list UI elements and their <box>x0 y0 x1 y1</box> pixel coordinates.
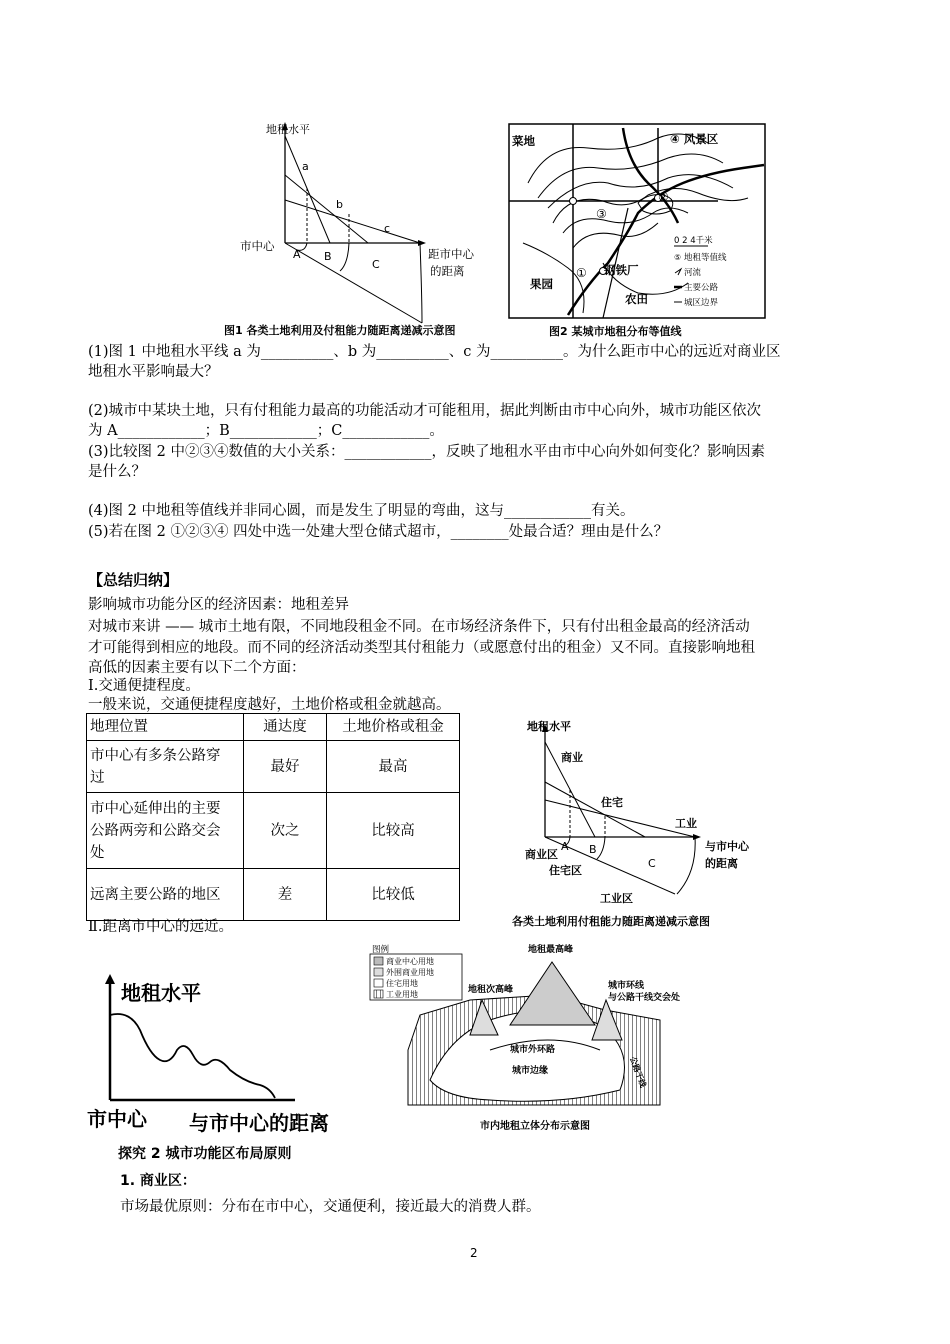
svg-text:城区边界: 城区边界 <box>684 298 719 308</box>
fig1-caption: 图1 各类土地利用及付租能力随距离递减示意图 <box>224 324 456 337</box>
fig5-ring-2: 与公路干线交会处 <box>608 993 681 1003</box>
fig2-label-vegetable: 菜地 <box>512 134 535 148</box>
fig2-label-orchard: 果园 <box>530 277 553 291</box>
fig3-industrial-area: 工业区 <box>600 892 633 905</box>
question-3-line-2: 是什么？ <box>88 464 146 480</box>
fig1-y-label: 地租水平 <box>266 123 310 136</box>
figure-1-rent-curve <box>232 118 494 340</box>
fig4-origin-label: 市中心 <box>87 1107 147 1131</box>
summary-paragraph-2-line-2: 才可能得到相应的地段。而不同的经济活动类型其付租能力（或愿意付出的租金）又不同。直接影响地租 <box>88 640 755 656</box>
question-4: (4)图 2 中地租等值线并非同心圆，而是发生了明显的弯曲，这与____________有关。 <box>88 503 635 519</box>
figure-3-rent-curve <box>505 712 775 912</box>
commerce-text: 市场最优原则：分布在市中心，交通便利，接近最大的消费人群。 <box>120 1199 541 1215</box>
table-cell: 最高 <box>327 741 460 793</box>
fig3-label-industry: 工业 <box>675 817 697 830</box>
table-cell: 最好 <box>244 741 327 793</box>
svg-text:住宅用地: 住宅用地 <box>386 979 418 988</box>
svg-text:河流: 河流 <box>684 268 702 278</box>
fig1-x-label-1: 距市中心 <box>428 247 474 261</box>
fig1-x-label-2: 的距离 <box>430 264 465 278</box>
question-5: (5)若在图 2 ①②③④ 四处中选一处建大型仓储式超市，________处最合适？理由是什么？ <box>88 524 669 540</box>
fig2-label-scenic: ④ 风景区 <box>670 132 719 146</box>
fig3-x-label-2: 的距离 <box>705 857 738 870</box>
explore-2-title: 探究 2 城市功能区布局原则 <box>118 1146 292 1162</box>
fig2-label-p2: ② <box>658 190 669 204</box>
fig2-label-p3: ③ <box>596 207 607 221</box>
fig5-peak: 地租最高峰 <box>528 945 574 955</box>
fig3-x-label-1: 与市中心 <box>705 840 749 853</box>
fig2-label-steel: 钢铁厂 <box>604 263 639 277</box>
factor-1-text: 一般来说，交通便捷程度越好，土地价格或租金就越高。 <box>88 697 451 713</box>
accessibility-table <box>86 713 460 921</box>
table-cell: 市中心延伸出的主要 公路两旁和公路交会 处 <box>87 793 244 869</box>
fig5-highway: 公路干线 <box>628 1055 648 1089</box>
factor-2-title: Ⅱ.距离市中心的远近。 <box>88 919 233 935</box>
table-header: 地理位置 <box>87 714 244 741</box>
table-cell: 差 <box>244 869 327 921</box>
summary-paragraph-2-line-1: 对城市来讲 —— 城市土地有限，不同地段租金不同。在市场经济条件下，只有付出租金最高的经济活动 <box>88 619 750 635</box>
fig3-label-commerce: 商业 <box>561 751 583 764</box>
fig1-zone-c: C <box>372 258 380 271</box>
figure-5-3d-rent-map <box>360 940 681 1130</box>
svg-text:图例: 图例 <box>372 945 390 955</box>
fig3-label-residence: 住宅 <box>601 796 623 809</box>
fig3-residential-area: 住宅区 <box>549 864 582 877</box>
table-cell: 远离主要公路的地区 <box>87 869 244 921</box>
summary-paragraph-2-line-3: 高低的因素主要有以下二个方面： <box>88 660 306 676</box>
table-row <box>87 869 460 921</box>
summary-title: 【总结归纳】 <box>88 571 179 589</box>
fig1-label-b: b <box>336 198 343 211</box>
fig2-caption: 图2 某城市地租分布等值线 <box>549 325 682 338</box>
fig3-zone-c: C <box>648 857 656 870</box>
fig1-zone-a: A <box>293 248 301 261</box>
fig5-legend <box>370 944 462 1000</box>
fig2-label-p1: ① <box>576 266 587 280</box>
fig3-commercial-area: 商业区 <box>525 848 558 861</box>
factor-1-title: Ⅰ.交通便捷程度。 <box>88 678 200 694</box>
question-1-line-1: (1)图 1 中地租水平线 a 为__________、b 为__________、c 为__________。为什么距市中心的远近对商业区 <box>88 344 781 360</box>
table-cell: 市中心有多条公路穿 过 <box>87 741 244 793</box>
question-2-line-1: (2)城市中某块土地，只有付租能力最高的功能活动才可能租用，据此判断由市中心向外，城市功能区依次 <box>88 403 762 419</box>
fig1-label-c: c <box>384 222 391 235</box>
fig5-outer-ring: 城市外环路 <box>510 1045 556 1055</box>
table-header: 通达度 <box>244 714 327 741</box>
fig1-zone-b: B <box>324 250 332 263</box>
question-1-line-2: 地租水平影响最大？ <box>88 364 219 380</box>
fig3-y-label: 地租水平 <box>527 720 571 733</box>
table-header-row <box>87 714 460 741</box>
table-header: 土地价格或租金 <box>327 714 460 741</box>
svg-text:外围商业用地: 外围商业用地 <box>386 968 434 977</box>
fig1-curve-b <box>285 175 368 243</box>
question-3-line-1: (3)比较图 2 中②③④数值的大小关系：____________，反映了地租水平由市中心向外如何变化？影响因素 <box>88 444 765 460</box>
fig2-legend-contour-icon: ⑤ <box>674 253 682 262</box>
fig4-y-label: 地租水平 <box>121 981 201 1005</box>
svg-text:地租等值线: 地租等值线 <box>684 253 727 263</box>
question-2-line-2: 为 A____________；B____________；C____________。 <box>88 423 444 439</box>
table-row <box>87 793 460 869</box>
fig5-caption: 市内地租立体分布示意图 <box>480 1121 590 1132</box>
figure-2-rent-contour-map <box>508 123 766 319</box>
fig5-ring-1: 城市环线 <box>608 981 645 991</box>
fig4-x-label: 与市中心的距离 <box>189 1111 329 1135</box>
fig1-curve-c <box>285 200 420 243</box>
fig3-zone-a: A <box>561 840 569 853</box>
summary-paragraph-1: 影响城市功能分区的经济因素：地租差异 <box>88 597 349 613</box>
fig5-edge: 城市边缘 <box>512 1066 549 1076</box>
table-cell: 次之 <box>244 793 327 869</box>
svg-text:0 2 4千米: 0 2 4千米 <box>674 236 713 246</box>
table-cell: 比较低 <box>327 869 460 921</box>
fig2-label-farm: 农田 <box>625 292 648 306</box>
fig5-second-peak: 地租次高峰 <box>468 985 514 995</box>
fig3-zone-b: B <box>589 843 597 856</box>
svg-text:工业用地: 工业用地 <box>386 990 418 999</box>
page-number: 2 <box>470 1246 478 1260</box>
svg-text:商业中心用地: 商业中心用地 <box>386 957 434 966</box>
commerce-heading: 1. 商业区： <box>120 1173 196 1189</box>
fig3-caption: 各类土地利用付租能力随距离递减示意图 <box>512 915 710 928</box>
fig1-label-a: a <box>302 160 309 173</box>
table-cell: 比较高 <box>327 793 460 869</box>
svg-text:主要公路: 主要公路 <box>684 283 719 293</box>
figure-4-rent-distance-curve <box>85 970 355 1136</box>
fig1-origin-label: 市中心 <box>240 239 275 253</box>
table-row <box>87 741 460 793</box>
